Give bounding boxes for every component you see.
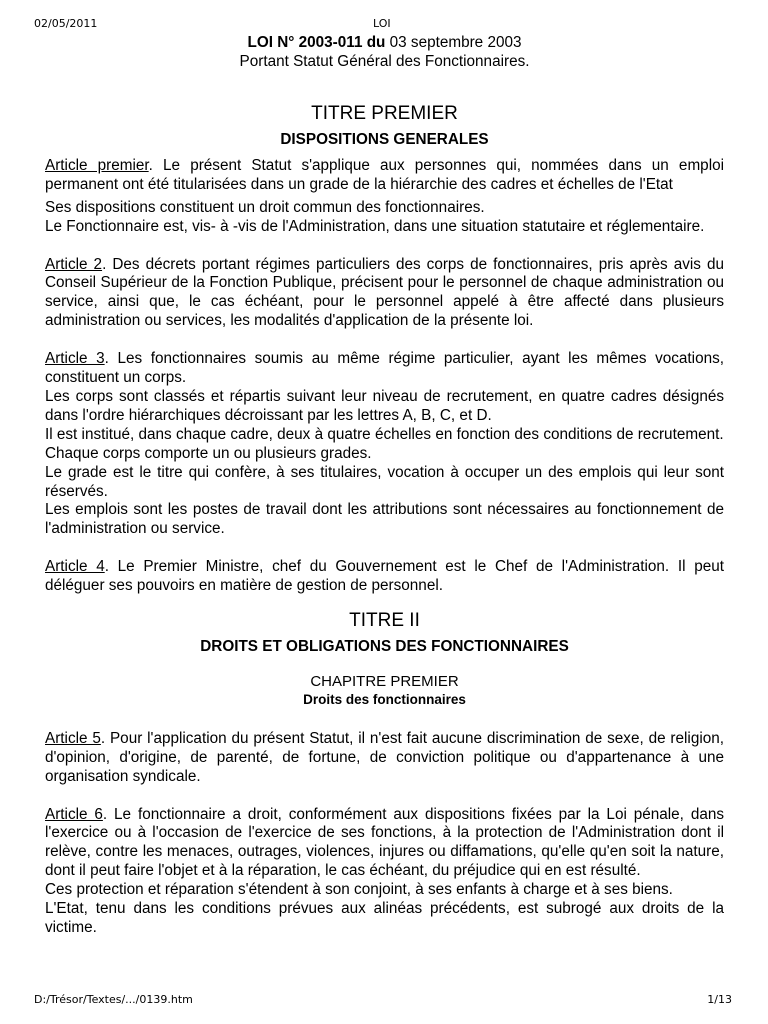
- article-4-text: . Le Premier Ministre, chef du Gouvernement est le Chef de l'Administration. Il peut déléguer ses pouvoirs en matière de gestion de personnel.: [45, 558, 724, 595]
- document-body: [45, 33, 724, 938]
- file-path: D:/Trésor/Textes/.../0139.htm: [34, 993, 193, 1006]
- law-date: 03 septembre 2003: [389, 34, 522, 51]
- article-5-label: Article 5: [45, 729, 101, 747]
- article-1: [45, 157, 724, 195]
- titre-ii-heading: TITRE II: [349, 610, 420, 632]
- law-heading: [45, 33, 724, 52]
- article-2: [45, 256, 724, 332]
- section-dispositions-generales: DISPOSITIONS GENERALES: [280, 131, 489, 148]
- article-4: [45, 558, 724, 596]
- page-number: 1/13: [707, 993, 732, 1006]
- article-3-paragraph-6: Les emplois sont les postes de travail dont les attributions sont nécessaires au fonctionnement de l'administration ou service.: [45, 501, 724, 538]
- article-1-paragraph-2: Ses dispositions constituent un droit commun des fonctionnaires.: [45, 198, 485, 216]
- article-6-label: Article 6: [45, 805, 103, 823]
- article-3-paragraph-3: Il est institué, dans chaque cadre, deux à quatre échelles en fonction des conditions de recrutement.: [45, 425, 724, 443]
- article-2-label: Article 2: [45, 255, 103, 273]
- section-droits-obligations: DROITS ET OBLIGATIONS DES FONCTIONNAIRES: [200, 638, 569, 656]
- article-1-paragraph-3: Le Fonctionnaire est, vis- à -vis de l'Administration, dans une situation statutaire et réglementaire.: [45, 217, 705, 235]
- article-3-paragraph-4: Chaque corps comporte un ou plusieurs grades.: [45, 444, 372, 462]
- article-3: [45, 350, 724, 388]
- article-6-text: . Le fonctionnaire a droit, conformément aux dispositions fixées par la Loi pénale, dans l'exercice ou à l'occasion de l'exercice de ses fonctions, à la protection de l'Administration dont il relève, contre les menaces, outrages, violences, injures ou diffamations, qu'elle qu'en soit la nature, dont il peut faire l'objet et à la réparation, le cas échéant, du préjudice qui en est résulté.: [45, 805, 724, 880]
- chapitre-premier-subtitle: Droits des fonctionnaires: [303, 691, 466, 707]
- article-4-label: Article 4: [45, 558, 105, 576]
- article-6-paragraph-3: L'Etat, tenu dans les conditions prévues aux alinéas précédents, est subrogé aux droits de la victime.: [45, 900, 724, 936]
- print-date: 02/05/2011: [34, 17, 98, 30]
- print-title: LOI: [373, 17, 391, 30]
- article-1-text: . Le présent Statut s'applique aux personnes qui, nommées dans un emploi permanent ont été titularisées dans un grade de la hiérarchie des cadres et échelles de l'Etat: [45, 156, 724, 193]
- article-3-paragraph-5: Le grade est le titre qui confère, à ses titulaires, vocation à occuper un des emplois qui leur sont réservés.: [45, 463, 724, 500]
- article-6: [45, 806, 724, 882]
- law-subtitle: Portant Statut Général des Fonctionnaires.: [239, 53, 530, 70]
- titre-premier-heading: TITRE PREMIER: [311, 103, 458, 124]
- article-2-text: . Des décrets portant régimes particuliers des corps de fonctionnaires, pris après avis du Conseil Supérieur de la Fonction Publique, précisent pour le personnel de chaque administration ou service, ainsi que, le cas échéant, pour le personnel appelé à être affecté dans plusieurs administration ou services, les modalités d'application de la présente loi.: [45, 255, 724, 330]
- article-6-paragraph-2: Ces protection et réparation s'étendent à son conjoint, à ses enfants à charge et à ses biens.: [45, 881, 673, 899]
- article-3-paragraph-2: Les corps sont classés et répartis suivant leur niveau de recrutement, en quatre cadres désignés dans l'ordre hiérarchiques décroissant par les lettres A, B, C, et D.: [45, 387, 724, 424]
- article-3-text: . Les fonctionnaires soumis au même régime particulier, ayant les mêmes vocations, constituent un corps.: [45, 350, 724, 387]
- article-5: [45, 730, 724, 787]
- chapitre-premier-heading: CHAPITRE PREMIER: [310, 672, 459, 690]
- article-1-label: Article premier: [45, 156, 149, 174]
- law-number: LOI N° 2003-011 du: [247, 34, 386, 51]
- article-5-text: . Pour l'application du présent Statut, il n'est fait aucune discrimination de sexe, de religion, d'opinion, d'origine, de parenté, de fortune, de conviction politique ou d'appartenance à une organisation syndicale.: [45, 729, 725, 785]
- article-3-label: Article 3: [45, 350, 105, 368]
